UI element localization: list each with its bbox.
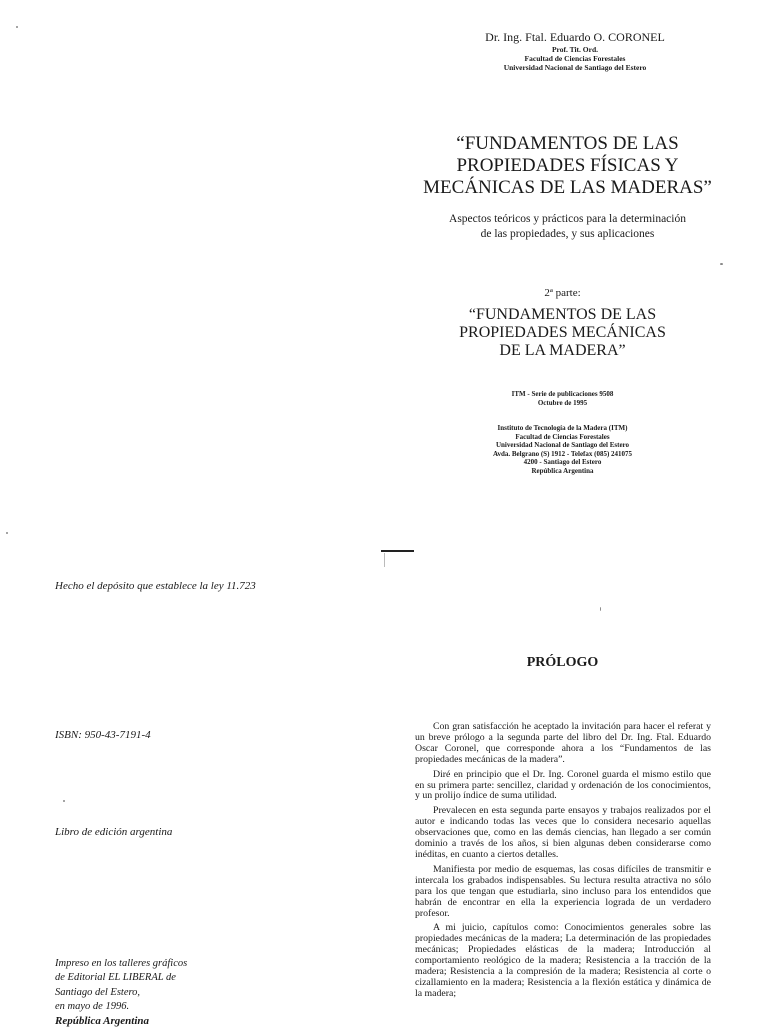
institute-line: Avda. Belgrano (S) 1912 - Telefax (085) 241075 — [492, 449, 633, 458]
institute-line: Universidad Nacional de Santiago del Estero — [495, 441, 630, 449]
fold-mark-tick — [384, 553, 385, 567]
prologue-paragraph: Diré en principio que el Dr. Ing. Coronel guarda el mismo estilo que en su primera parte: sencillez, claridad y ordenación de los conocimientos, y un prolijo índice de suma utilidad. — [415, 768, 711, 802]
book-title-line: “FUNDAMENTOS DE LAS — [456, 133, 679, 154]
edition-note: Libro de edición argentina — [55, 826, 173, 838]
prologue-paragraph: Manifiesta por medio de esquemas, las cosas difíciles de transmitir e intercala los grabados indispensables. Su lectura resulta atractiva no sólo para los que tengan que estudiarla, sino incluso para los entendidos que habrán de encontrar en ella la experiencia lograda de un verdadero profesor. — [415, 863, 711, 919]
printer-country: República Argentina — [55, 1015, 150, 1028]
author-university: Universidad Nacional de Santiago del Estero — [503, 63, 647, 72]
scan-speck — [16, 26, 18, 28]
subtitle-line: Aspectos teóricos y prácticos para la determinación — [449, 213, 686, 225]
institute-info — [440, 424, 685, 475]
printer-line: en mayo de 1996. — [55, 1000, 130, 1012]
institute-line: Instituto de Tecnología de la Madera (ITM) — [497, 424, 628, 432]
scan-speck — [600, 607, 601, 611]
legal-deposit-note: Hecho el depósito que establece la ley 11.723 — [55, 580, 256, 592]
fold-mark — [381, 550, 414, 552]
prologue-paragraph: Prevalecen en esta segunda parte ensayos y trabajos realizados por el autor e indicando todas las veces que lo considera necesario aquellas observaciones que, como en las demás ciencias, han llegado a ser común dominio a través de los años, si bien algunas deben considerarse como inéditas, en cuanto a ciertos detalles. — [415, 805, 711, 860]
printer-line: Impreso en los talleres gráficos — [55, 958, 188, 969]
part-title-line: “FUNDAMENTOS DE LAS — [468, 306, 657, 323]
institute-line: Facultad de Ciencias Forestales — [515, 432, 610, 441]
part-title — [420, 306, 705, 360]
author-faculty: Facultad de Ciencias Forestales — [524, 54, 626, 63]
prologue-paragraph: Con gran satisfacción he aceptado la invitación para hacer el referat y un breve prólogo a la segunda parte del libro del Dr. Ing. Ftal. Eduardo Oscar Coronel, que corresponde ahora a los “Fundamentos de las propiedades mecánicas de la madera”. — [415, 721, 711, 765]
part-title-line: PROPIEDADES MECÁNICAS — [459, 324, 666, 341]
prologue-title: PRÓLOGO — [526, 655, 599, 670]
book-subtitle — [390, 212, 745, 242]
book-title-line: MECÁNICAS DE LAS MADERAS” — [423, 177, 712, 198]
author-role: Prof. Tit. Ord. — [551, 45, 599, 54]
scan-speck — [720, 263, 723, 265]
printer-note — [55, 957, 315, 1028]
series-info — [440, 390, 685, 408]
series-line: ITM - Serie de publicaciones 9508 — [511, 390, 614, 398]
scan-speck — [6, 532, 8, 534]
subtitle-line: de las propiedades, y sus aplicaciones — [480, 228, 655, 240]
book-title — [380, 133, 755, 199]
institute-line: República Argentina — [531, 466, 594, 475]
printer-line: de Editorial EL LIBERAL de — [55, 972, 176, 984]
scan-speck — [63, 800, 65, 802]
prologue-body — [415, 722, 711, 1004]
prologue-paragraph: A mi juicio, capítulos como: Conocimientos generales sobre las propiedades mecánicas de la madera; La determinación de las propiedades mecánicas; Propiedades elásticas de la madera; Introducción al comportamiento reológico de la madera; Resistencia a la tracción de la madera; Resistencia a la compresión de la madera; Resistencia al corte o cizallamiento en la madera; Resistencia a la flexión estática y dinámica de la madera; — [415, 922, 711, 999]
isbn-note: ISBN: 950-43-7191-4 — [55, 729, 151, 741]
printer-line: Santiago del Estero, — [55, 986, 141, 998]
part-label: 2ª parte: — [544, 287, 581, 299]
series-date: Octubre de 1995 — [537, 399, 588, 407]
part-title-line: DE LA MADERA” — [499, 342, 626, 359]
institute-line: 4200 - Santiago del Estero — [523, 458, 602, 466]
book-title-line: PROPIEDADES FÍSICAS Y — [456, 155, 679, 176]
author-name: Dr. Ing. Ftal. Eduardo O. CORONEL — [485, 30, 665, 44]
